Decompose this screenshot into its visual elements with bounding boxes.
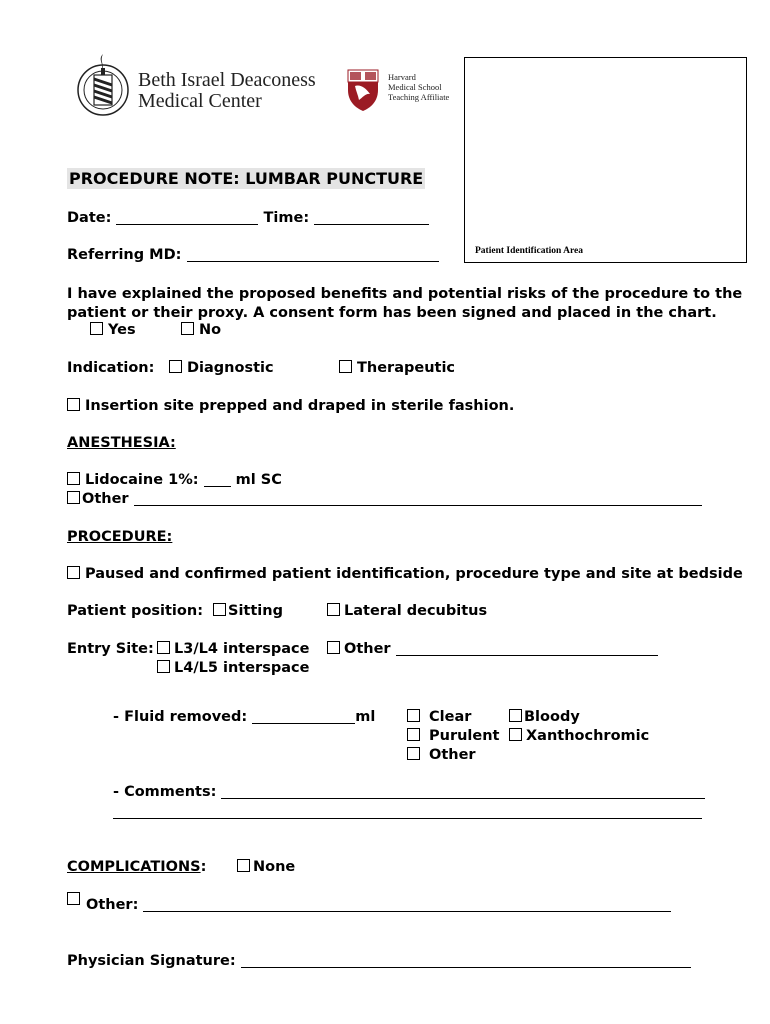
therapeutic-label: Therapeutic (357, 360, 456, 376)
sterile-label: Insertion site prepped and draped in sterile fashion. (85, 398, 515, 414)
entry-other-option[interactable] (327, 641, 658, 657)
sitting-label: Sitting (228, 603, 283, 619)
lidocaine-unit: ml SC (235, 472, 282, 488)
sitting-option[interactable] (213, 603, 283, 619)
affiliate-line3: Teaching Affiliate (388, 92, 450, 102)
referring-md-label: Referring MD: (67, 247, 182, 263)
consent-no-checkbox[interactable] (181, 322, 194, 335)
date-field[interactable] (116, 210, 258, 225)
entry-other-label: Other (344, 641, 391, 657)
consent-yes-option[interactable] (90, 322, 136, 338)
sitting-checkbox[interactable] (213, 603, 226, 616)
paused-label: Paused and confirmed patient identification, procedure type and site at bedside (85, 566, 743, 582)
entry-site-label: Entry Site: (67, 641, 154, 657)
org-name (138, 70, 316, 112)
anesthesia-other-checkbox[interactable] (67, 491, 80, 504)
l3l4-label: L3/L4 interspace (174, 641, 310, 657)
l4l5-option[interactable] (157, 660, 309, 676)
signature-field[interactable] (241, 953, 691, 968)
fluid-other-label: Other (429, 747, 476, 763)
l3l4-checkbox[interactable] (157, 641, 170, 654)
comments-field-line2[interactable] (113, 818, 702, 819)
consent-yes-checkbox[interactable] (90, 322, 103, 335)
affiliate-line1: Harvard (388, 72, 416, 82)
lidocaine-checkbox[interactable] (67, 472, 80, 485)
indication-label: Indication: (67, 360, 155, 376)
clear-label: Clear (429, 709, 472, 725)
signature-label: Physician Signature: (67, 953, 236, 969)
none-option[interactable] (237, 859, 295, 875)
comments-row (113, 784, 705, 800)
complications-other-label: Other: (86, 897, 139, 913)
complications-other-checkbox-wrap[interactable] (67, 892, 85, 908)
none-label: None (253, 859, 296, 875)
anesthesia-other-option[interactable] (67, 491, 702, 507)
bloody-label: Bloody (524, 709, 580, 725)
l3l4-option[interactable] (157, 641, 309, 657)
therapeutic-checkbox[interactable] (339, 360, 352, 373)
fluid-other-option[interactable] (407, 747, 476, 763)
lidocaine-label: Lidocaine 1%: (85, 472, 199, 488)
consent-line1: I have explained the proposed benefits and potential risks of the procedure to the (67, 286, 743, 302)
fluid-unit: ml (355, 709, 376, 725)
clear-option[interactable] (407, 709, 471, 725)
paused-checkbox[interactable] (67, 566, 80, 579)
affiliate-line2: Medical School (388, 82, 442, 92)
complications-other-row (86, 897, 671, 913)
lidocaine-ml-field[interactable] (204, 472, 231, 487)
sterile-checkbox[interactable] (67, 398, 80, 411)
patient-id-area[interactable] (464, 57, 747, 263)
diagnostic-checkbox[interactable] (169, 360, 182, 373)
comments-label: - Comments: (113, 784, 217, 800)
page-title: PROCEDURE NOTE: LUMBAR PUNCTURE (69, 169, 424, 188)
complications-other-field[interactable] (143, 897, 671, 912)
consent-yes-label: Yes (108, 322, 136, 338)
bidmc-seal-icon (75, 48, 135, 120)
l4l5-checkbox[interactable] (157, 660, 170, 673)
anesthesia-other-field[interactable] (134, 491, 702, 506)
therapeutic-option[interactable] (339, 360, 455, 376)
anesthesia-other-label: Other (82, 491, 129, 507)
lateral-checkbox[interactable] (327, 603, 340, 616)
diagnostic-option[interactable] (169, 360, 274, 376)
comments-field[interactable] (221, 784, 705, 799)
date-time-row (67, 210, 429, 226)
purulent-checkbox[interactable] (407, 728, 420, 741)
paused-option[interactable] (67, 566, 743, 582)
time-label: Time: (263, 210, 310, 226)
entry-other-checkbox[interactable] (327, 641, 340, 654)
complications-colon: : (200, 859, 207, 875)
xanthochromic-label: Xanthochromic (526, 728, 650, 744)
fluid-removed-field[interactable] (252, 709, 355, 724)
time-field[interactable] (314, 210, 429, 225)
l4l5-label: L4/L5 interspace (174, 660, 310, 676)
harvard-shield-icon (346, 68, 380, 112)
consent-line2: patient or their proxy. A consent form has been signed and placed in the chart. (67, 305, 717, 321)
purulent-label: Purulent (429, 728, 500, 744)
org-name-line2: Medical Center (138, 90, 262, 112)
consent-statement (67, 285, 742, 323)
xanthochromic-option[interactable] (509, 728, 649, 744)
none-checkbox[interactable] (237, 859, 250, 872)
org-name-line1: Beth Israel Deaconess (138, 69, 316, 91)
bloody-checkbox[interactable] (509, 709, 522, 722)
fluid-other-checkbox[interactable] (407, 747, 420, 760)
procedure-heading: PROCEDURE: (67, 529, 173, 545)
signature-row (67, 953, 691, 969)
lateral-label: Lateral decubitus (344, 603, 488, 619)
lateral-option[interactable] (327, 603, 487, 619)
bidmc-logo (75, 48, 135, 120)
lidocaine-option[interactable] (67, 472, 282, 488)
purulent-option[interactable] (407, 728, 499, 744)
referring-md-row (67, 247, 439, 263)
consent-no-option[interactable] (181, 322, 221, 338)
consent-no-label: No (199, 322, 222, 338)
entry-other-field[interactable] (396, 641, 658, 656)
diagnostic-label: Diagnostic (187, 360, 274, 376)
patient-id-label: Patient Identification Area (475, 246, 584, 256)
sterile-option[interactable] (67, 398, 514, 414)
complications-heading-row (67, 859, 206, 875)
anesthesia-heading: ANESTHESIA: (67, 435, 176, 451)
fluid-removed-row (113, 709, 375, 725)
harvard-shield (346, 68, 380, 112)
date-label: Date: (67, 210, 112, 226)
position-label: Patient position: (67, 603, 203, 619)
fluid-removed-label: - Fluid removed: (113, 709, 248, 725)
referring-md-field[interactable] (187, 247, 439, 262)
clear-checkbox[interactable] (407, 709, 420, 722)
complications-other-checkbox[interactable] (67, 892, 80, 905)
complications-heading: COMPLICATIONS (67, 859, 201, 875)
affiliate-text (388, 72, 449, 102)
bloody-option[interactable] (509, 709, 580, 725)
xanthochromic-checkbox[interactable] (509, 728, 522, 741)
